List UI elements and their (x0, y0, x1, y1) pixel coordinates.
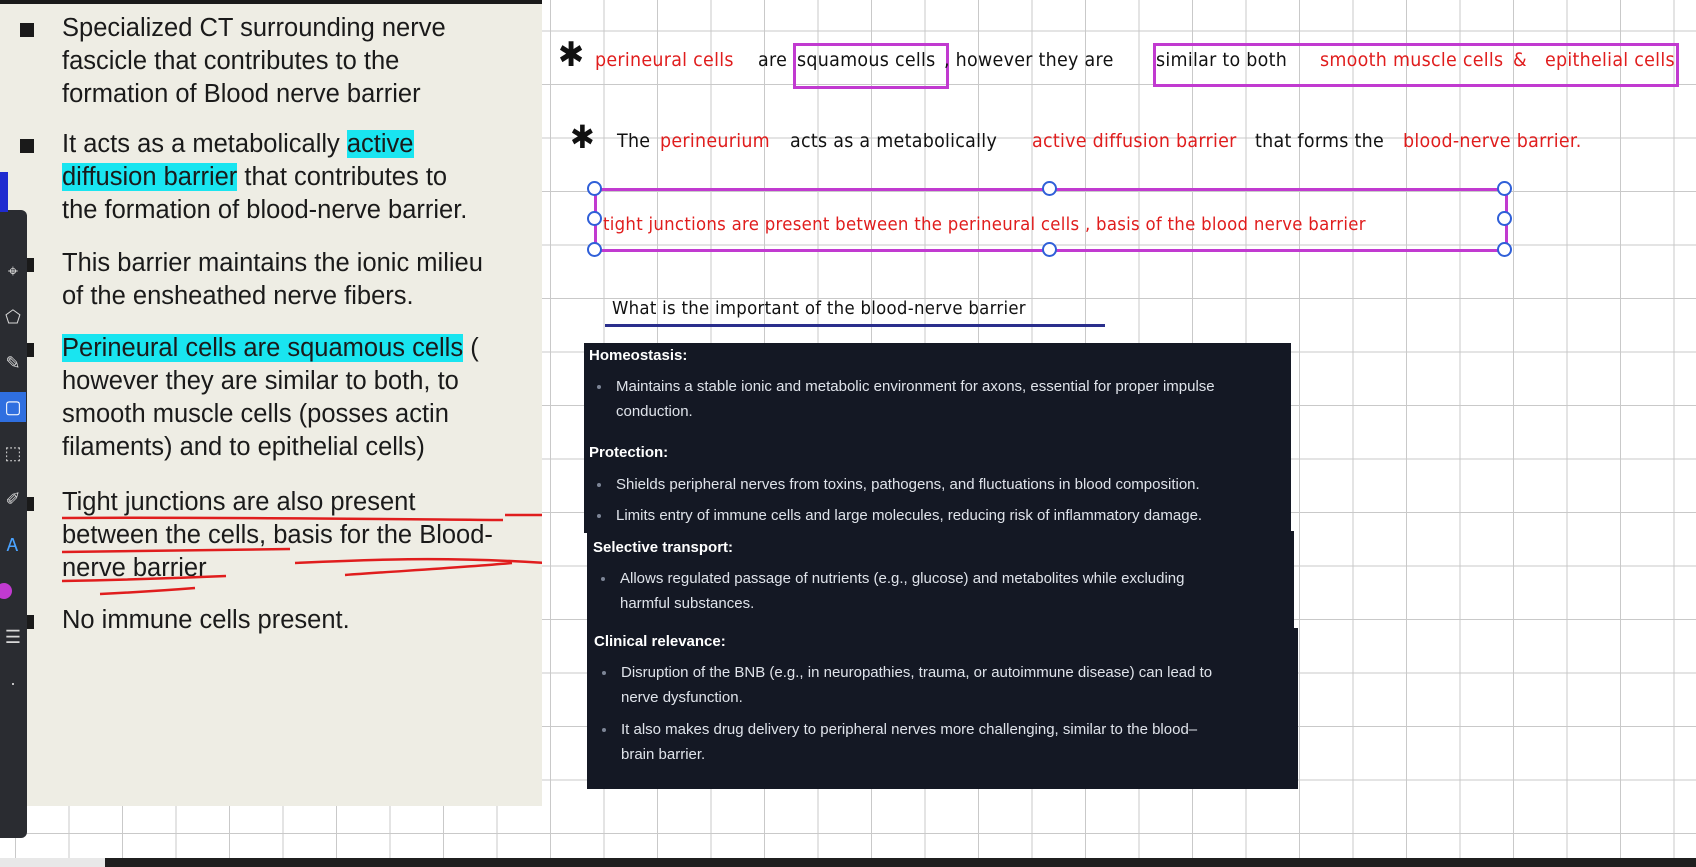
resize-handle[interactable] (587, 211, 602, 226)
resize-handle[interactable] (587, 242, 602, 257)
note-text: smooth muscle cells (1320, 49, 1504, 71)
slide-text: the formation of blood-nerve barrier. (62, 196, 468, 224)
rectangle-icon[interactable]: ▢ (0, 392, 26, 422)
bullet-marker (20, 23, 34, 37)
highlighted-text: Perineural cells are squamous cells (62, 334, 464, 362)
list-bullet (602, 728, 606, 732)
list-item-text: Maintains a stable ionic and metabolic environment for axons, essential for proper impulse (616, 378, 1215, 395)
slide-text: of the ensheathed nerve fibers. (62, 282, 414, 310)
answer-panel-3 (587, 628, 1298, 789)
select-icon[interactable]: ⬚ (4, 443, 22, 463)
lecture-slide (0, 0, 542, 806)
list-bullet (597, 385, 601, 389)
list-item-text: conduction. (616, 403, 693, 420)
note-text: that forms the (1255, 130, 1385, 152)
list-item-text: harmful substances. (620, 595, 755, 612)
note-text: squamous cells (797, 49, 936, 71)
slide-top-border (0, 0, 542, 4)
note-text: perineural cells (595, 49, 734, 71)
note-text: The (617, 130, 651, 152)
list-bullet (601, 577, 605, 581)
bullet-marker (20, 139, 34, 153)
text-icon[interactable]: Ꭺ (6, 535, 20, 555)
slide-text: No immune cells present. (62, 606, 350, 634)
section-heading: Protection: (589, 444, 669, 461)
slide-text: Tight junctions are also present (62, 488, 416, 516)
answer-panel-1 (584, 343, 1291, 533)
note-text: are (758, 49, 788, 71)
slide-text: nerve barrier (62, 554, 207, 582)
list-item-text: nerve dysfunction. (621, 689, 743, 706)
highlighter-icon[interactable]: ✐ (5, 489, 21, 509)
slide-text (62, 161, 447, 193)
list-item-text: It also makes drug delivery to peripheral nerves more challenging, similar to the blood– (621, 721, 1198, 738)
pen-icon[interactable]: ✎ (5, 353, 21, 373)
list-item-text: Disruption of the BNB (e.g., in neuropathies, trauma, or autoimmune disease) can lead to (621, 664, 1213, 681)
slide-text: however they are similar to both, to (62, 367, 459, 395)
note-text: active diffusion barrier (1032, 130, 1237, 152)
note-text: acts as a metabolically (790, 130, 998, 152)
slide-text (62, 128, 414, 160)
blue-tab-marker (0, 172, 8, 212)
list-item-text: Limits entry of immune cells and large molecules, reducing risk of inflammatory damage. (616, 507, 1203, 524)
more-icon[interactable]: · (10, 673, 16, 693)
color-swatch-icon[interactable] (0, 576, 26, 606)
slide-text: smooth muscle cells (posses actin (62, 400, 449, 428)
note-text: blood-nerve barrier. (1403, 130, 1582, 152)
star-symbol: ✱ (570, 118, 595, 156)
resize-handle[interactable] (1497, 211, 1512, 226)
highlighted-text: active (346, 130, 414, 158)
lasso-icon[interactable]: ⌖ (7, 261, 19, 281)
color-swatch (0, 583, 12, 599)
slide-text-part: It acts as a metabolically (62, 130, 347, 158)
section-heading: Clinical relevance: (594, 633, 726, 650)
note-text: , however they are (944, 49, 1114, 71)
resize-handle[interactable] (1042, 181, 1057, 196)
slide-text: between the cells, basis for the Blood- (62, 521, 493, 549)
section-heading: Homeostasis: (589, 347, 688, 364)
highlighted-text: diffusion barrier (62, 163, 238, 191)
slide-text-part: that contributes to (237, 163, 448, 191)
slide-text: filaments) and to epithelial cells) (62, 433, 425, 461)
resize-handle[interactable] (1042, 242, 1057, 257)
question-underline (605, 324, 1105, 327)
list-bullet (597, 514, 601, 518)
slide-text: Specialized CT surrounding nerve (62, 14, 446, 42)
menu-icon[interactable]: ☰ (4, 627, 22, 647)
slide-text (62, 332, 479, 364)
slide-text: fascicle that contributes to the (62, 47, 400, 75)
list-bullet (597, 483, 601, 487)
resize-handle[interactable] (1497, 181, 1512, 196)
list-item-text: Allows regulated passage of nutrients (e.g., glucose) and metabolites while excluding (620, 570, 1185, 587)
section-heading: Selective transport: (593, 539, 734, 556)
shapes-icon[interactable]: ⬠ (5, 307, 21, 327)
drawing-toolbar (0, 210, 27, 838)
star-symbol: ✱ (558, 35, 585, 75)
note-text: epithelial cells (1545, 49, 1675, 71)
note-text: similar to both (1156, 49, 1288, 71)
list-item-text: brain barrier. (621, 746, 706, 763)
question-note: What is the important of the blood-nerve barrier (612, 298, 1026, 319)
slide-text: formation of Blood nerve barrier (62, 80, 421, 108)
note-text: & (1513, 49, 1527, 71)
note-text: tight junctions are present between the perineural cells , basis of the blood nerve barrier (603, 214, 1366, 235)
note-text: perineurium (660, 130, 770, 152)
bottom-status-bar (0, 858, 1696, 867)
slide-text: This barrier maintains the ionic milieu (62, 249, 483, 277)
bottom-tab[interactable] (0, 858, 105, 867)
resize-handle[interactable] (1497, 242, 1512, 257)
list-item-text: Shields peripheral nerves from toxins, pathogens, and fluctuations in blood composition. (616, 476, 1200, 493)
list-bullet (602, 671, 606, 675)
resize-handle[interactable] (587, 181, 602, 196)
slide-text-part: ( (463, 334, 479, 362)
